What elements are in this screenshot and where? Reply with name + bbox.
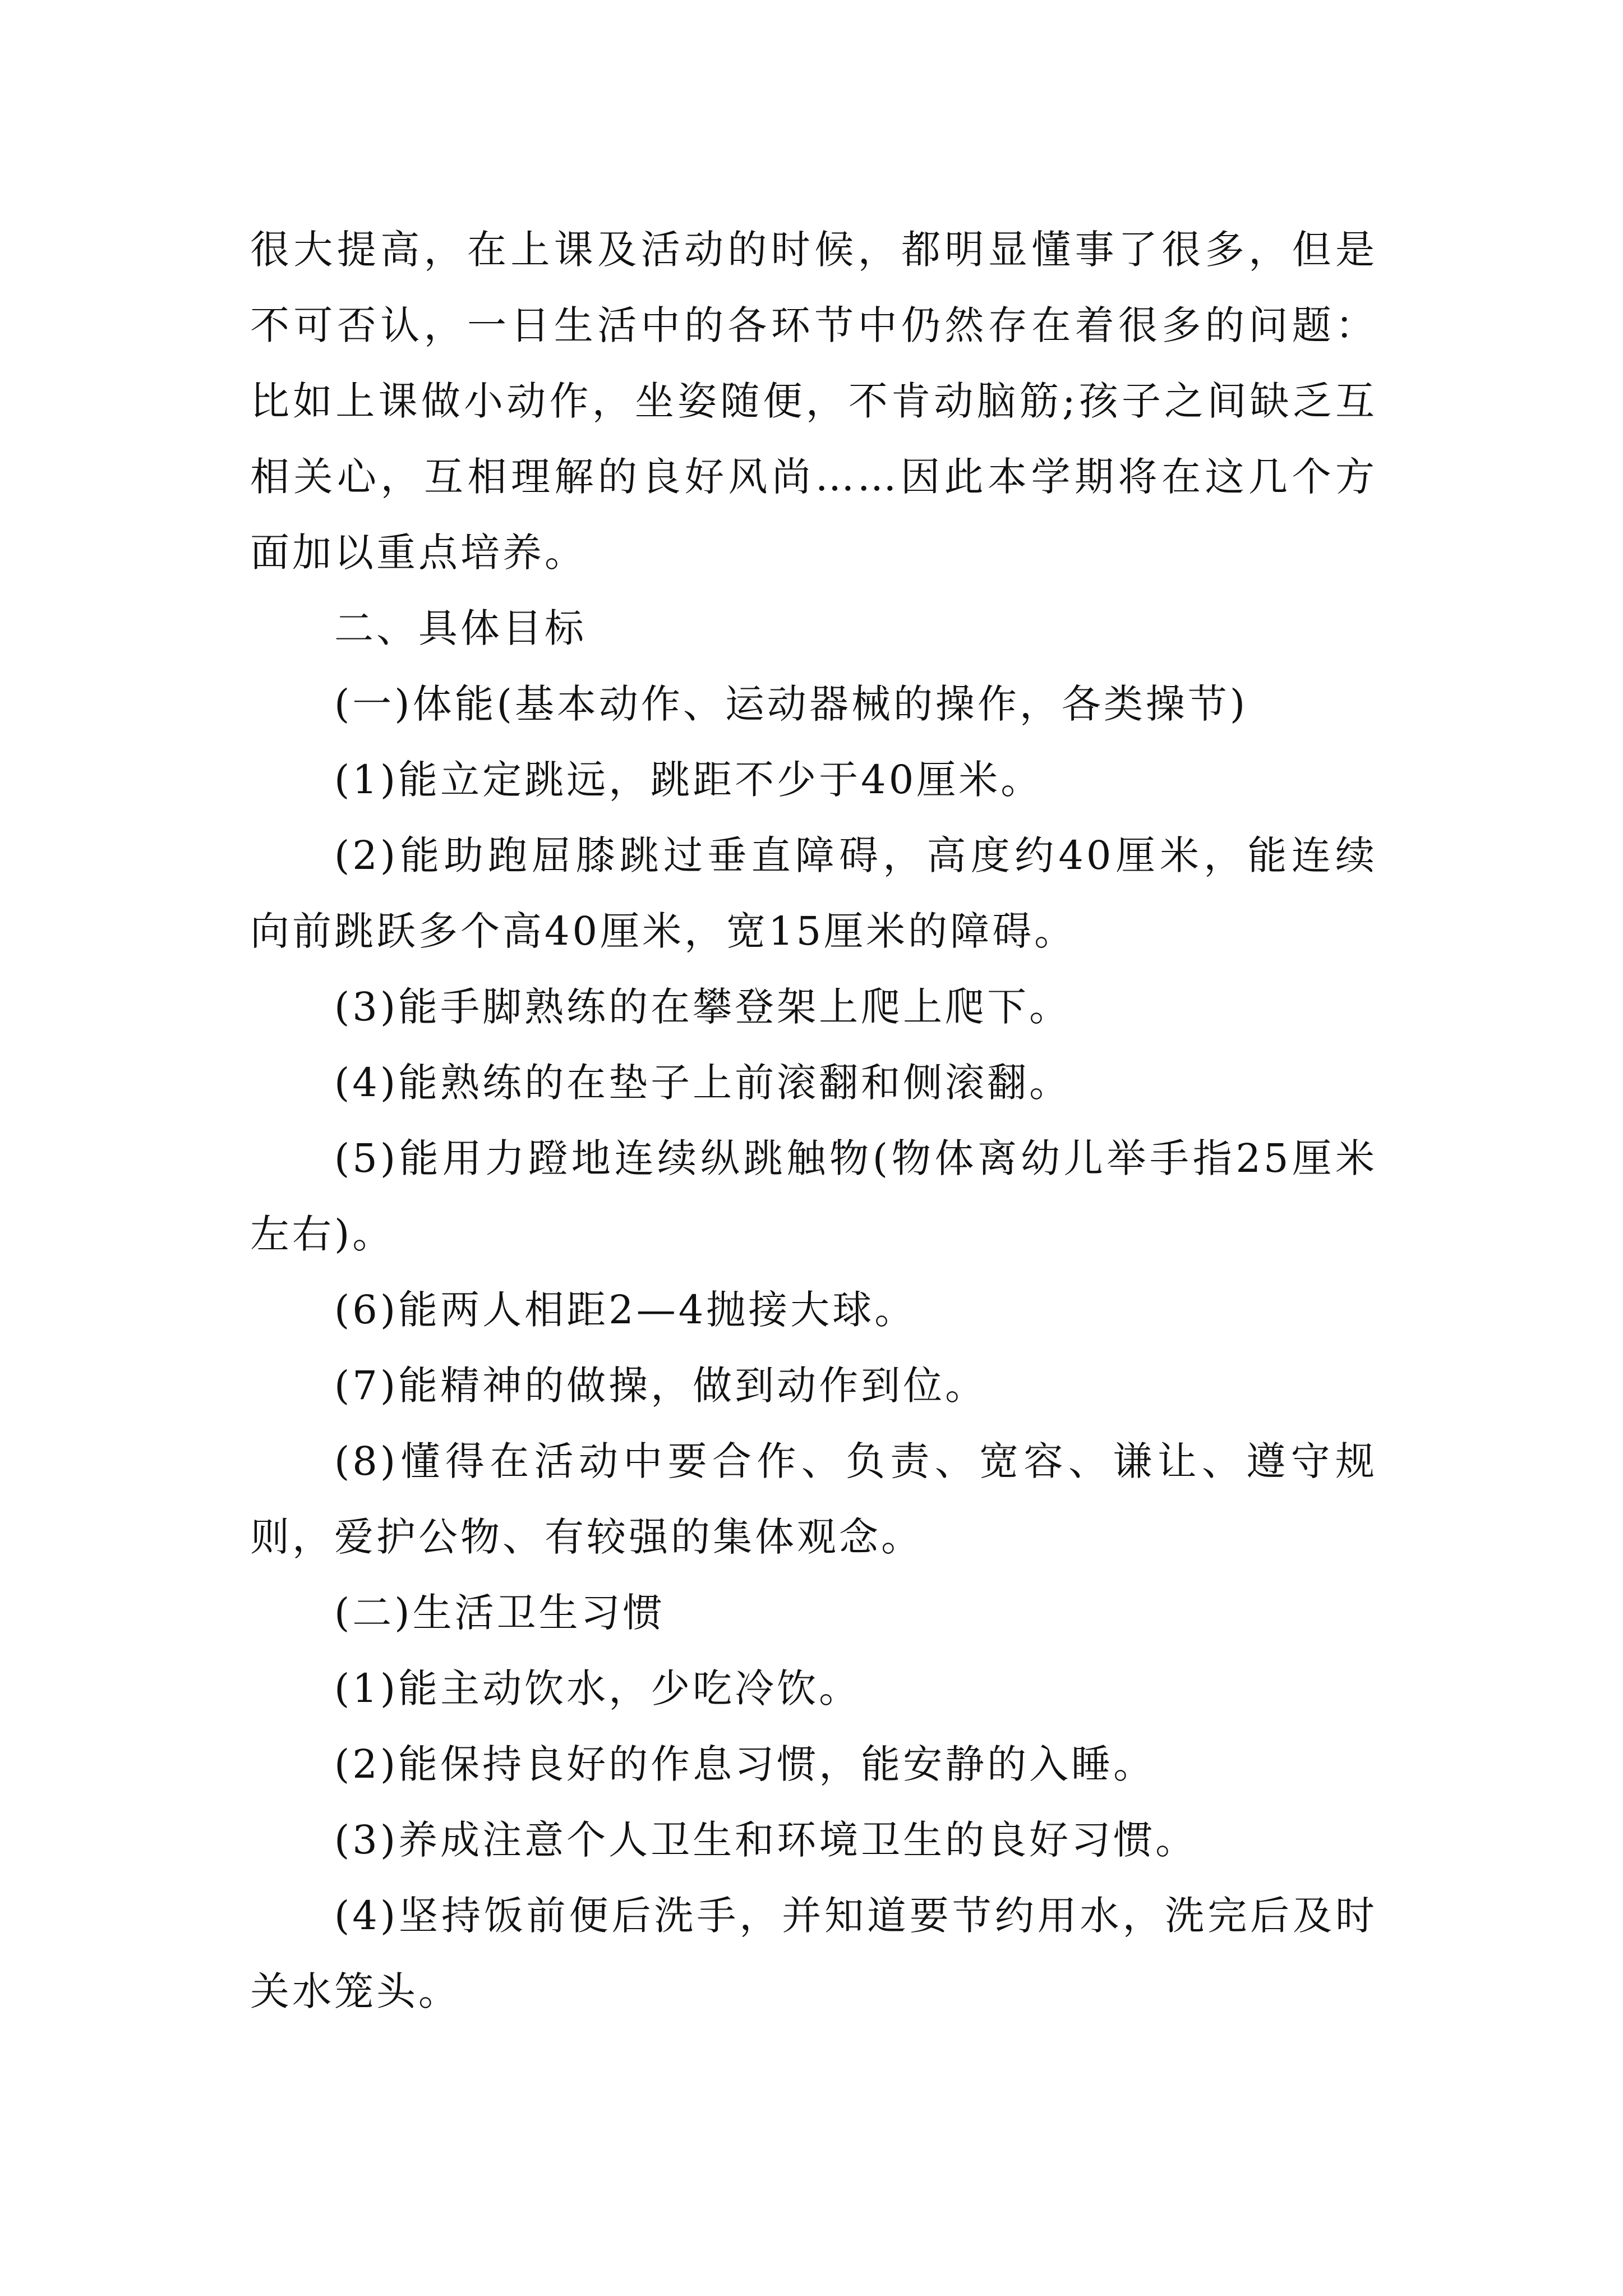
list-item-exercises: (7)能精神的做操，做到动作到位。 — [334, 1363, 988, 1409]
list-item-cooperation: (8)懂得在活动中要合作、负责、宽容、谦让、遵守规则，爱护公物、有较强的集体观念。 — [250, 1438, 1377, 1560]
list-item-sleep-habits: (2)能保持良好的作息习惯，能安静的入睡。 — [334, 1741, 1156, 1787]
list-item-climbing-frame: (3)能手脚熟练的在攀登架上爬上爬下。 — [334, 984, 1072, 1030]
list-item-drinking-water: (1)能主动饮水，少吃冷饮。 — [334, 1665, 861, 1711]
document-body — [250, 212, 1377, 2030]
list-item-standing-jump: (1)能立定跳远，跳距不少于40厘米。 — [334, 757, 1043, 803]
list-item-ball-throw: (6)能两人相距2—4抛接大球。 — [334, 1287, 917, 1333]
section-heading-specific-goals: 二、具体目标 — [334, 605, 587, 651]
list-item-hurdle-jump: (2)能助跑屈膝跳过垂直障碍，高度约40厘米，能连续向前跳跃多个高40厘米，宽15厘米的障碍。 — [250, 832, 1377, 954]
paragraph-continued-intro: 很大提高，在上课及活动的时候，都明显懂事了很多，但是不可否认，一日生活中的各环节中仍然存在着很多的问题：比如上课做小动作，坐姿随便，不肯动脑筋;孩子之间缺乏互相关心，互相理解的良好风尚……因此本学期将在这几个方面加以重点培养。 — [250, 227, 1377, 576]
list-item-vertical-jump: (5)能用力蹬地连续纵跳触物(物体离幼儿举手指25厘米左右)。 — [250, 1135, 1377, 1257]
list-item-personal-hygiene: (3)养成注意个人卫生和环境卫生的良好习惯。 — [334, 1817, 1198, 1863]
list-item-hand-washing: (4)坚持饭前便后洗手，并知道要节约用水，洗完后及时关水笼头。 — [250, 1893, 1377, 2014]
list-item-rolls: (4)能熟练的在垫子上前滚翻和侧滚翻。 — [334, 1060, 1072, 1106]
subsection-heading-physical: (一)体能(基本动作、运动器械的操作，各类操节) — [334, 681, 1248, 727]
subsection-heading-hygiene: (二)生活卫生习惯 — [334, 1590, 665, 1636]
